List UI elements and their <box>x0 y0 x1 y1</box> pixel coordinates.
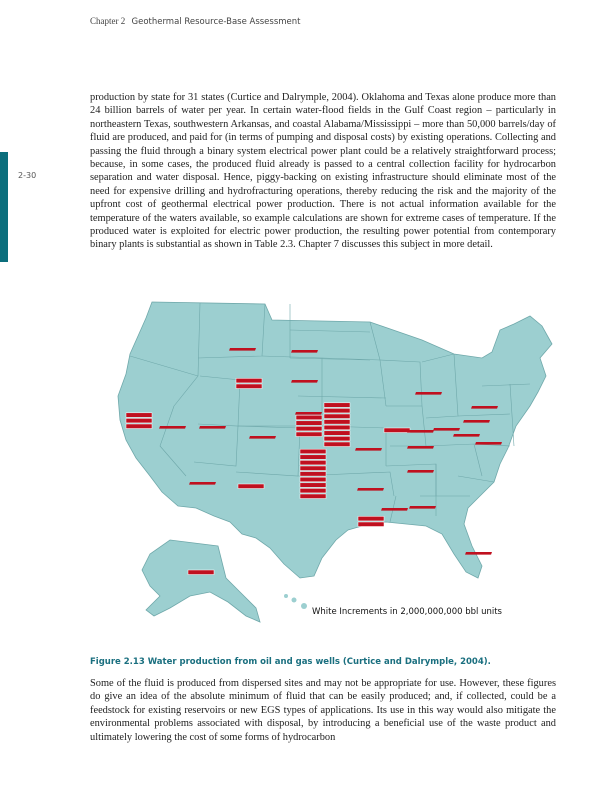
state-bar-ak <box>188 570 214 575</box>
state-bar-il <box>384 428 410 433</box>
state-bar-va <box>475 442 502 445</box>
state-bar-ar <box>357 488 384 491</box>
state-bar-tx <box>300 472 326 477</box>
state-bar-tx <box>300 494 326 499</box>
state-bar-ky <box>407 446 434 449</box>
state-bar-mo <box>355 448 382 451</box>
running-header <box>90 16 301 27</box>
state-bar-co <box>249 436 276 439</box>
map-legend: White Increments in 2,000,000,000 bbl units <box>312 607 502 617</box>
hawaii-island <box>292 598 297 603</box>
state-bar-ca <box>126 418 152 423</box>
chapter-tab-marker <box>0 152 8 262</box>
state-bar-az <box>189 482 216 485</box>
header-section: Geothermal Resource-Base Assessment <box>131 17 301 27</box>
state-bar-ks <box>296 426 322 431</box>
state-bar-al <box>409 506 436 509</box>
state-bar-ok <box>324 431 350 436</box>
hawaii-island <box>284 594 288 598</box>
state-bar-ok <box>324 442 350 447</box>
state-bar-sd <box>291 380 318 383</box>
state-bar-wy <box>236 384 262 389</box>
state-bar-ok <box>324 420 350 425</box>
state-bar-ny <box>471 406 498 409</box>
state-bar-ms <box>381 508 408 511</box>
state-bar-wv <box>453 434 480 437</box>
alaska-shape <box>142 540 260 622</box>
state-bar-tx <box>300 449 326 454</box>
state-bar-ok <box>324 414 350 419</box>
state-bar-nv <box>159 426 186 429</box>
state-bar-ks <box>296 421 322 426</box>
map-graphic <box>90 296 560 628</box>
state-bar-ne <box>295 412 322 415</box>
state-bar-ca <box>126 424 152 429</box>
state-bar-tx <box>300 477 326 482</box>
body-paragraph-2: Some of the fluid is produced from dispersed sites and may not be appropriate for use. However, these figures do give an idea of the absolute minimum of fluid that can be easily produced; and, if collected, could be a feedstock for existing reservoirs or new EGS types of applications. Its use in this way would also mitigate the environmental problems associated with disposal, by introducing a beneficial use of the waste product and ultimately lowering the cost of some forms of hydrocarbon <box>90 678 556 743</box>
state-bar-ok <box>324 425 350 430</box>
state-bar-in <box>407 430 434 433</box>
state-bar-wy <box>236 378 262 383</box>
state-bar-mt <box>229 348 256 351</box>
hawaii-island <box>301 603 307 609</box>
state-bar-ok <box>324 403 350 408</box>
state-bar-tx <box>300 460 326 465</box>
state-bar-tx <box>300 455 326 460</box>
body-paragraph-1: production by state for 31 states (Curtice and Dalrymple, 2004). Oklahoma and Texas alone produce more than 24 billion barrels of water per year. In certain water-flood fields in the Gulf Coast region – particularly in northeastern Texas, southwestern Arkansas, and coastal Alabama/Mississippi – more than 50,000 barrels/day of fluid are produced, and paid for (in terms of pumping and disposal costs) by existing operations. Collecting and passing the fluid through a binary system electrical power plant could be a relatively straightforward process; because, in some cases, the produced fluid already is passed to a central collection facility for hydrocarbon separation and water disposal. Hence, piggy-backing on existing infrastructure should eliminate most of the need for expensive drilling and hydrofracturing operations, thereby reducing the risk and the majority of the upfront cost of geothermal electrical power production. There is not actual information available for the temperature of the waters available, so example calculations are shown for extreme cases of temperature. If the produced water is exploited for electric power production, the resulting power potential from contemporary binary plants is substantial as shown in Table 2.3. Chapter 7 discusses this subject in more detail. <box>90 92 556 251</box>
state-bar-ca <box>126 413 152 418</box>
header-chapter: Chapter 2 <box>90 16 126 26</box>
state-bar-la <box>358 522 384 527</box>
page-number: 2-30 <box>18 171 37 180</box>
state-bar-nm <box>238 484 264 489</box>
state-bar-fl <box>465 552 492 555</box>
map-land <box>118 302 552 622</box>
state-bar-tn <box>407 470 434 473</box>
state-bar-mi <box>415 392 442 395</box>
state-bar-ok <box>324 436 350 441</box>
state-bar-tx <box>300 466 326 471</box>
state-bar-tx <box>300 483 326 488</box>
state-bar-la <box>358 516 384 521</box>
state-bar-ks <box>296 432 322 437</box>
state-bar-pa <box>463 420 490 423</box>
state-bar-ks <box>296 415 322 420</box>
state-bar-nd <box>291 350 318 353</box>
state-bar-tx <box>300 488 326 493</box>
state-bar-ut <box>199 426 226 429</box>
state-bar-oh <box>433 428 460 431</box>
state-bar-ok <box>324 408 350 413</box>
figure-caption: Figure 2.13 Water production from oil and gas wells (Curtice and Dalrymple, 2004). <box>90 657 491 667</box>
us-water-production-map <box>90 296 560 628</box>
